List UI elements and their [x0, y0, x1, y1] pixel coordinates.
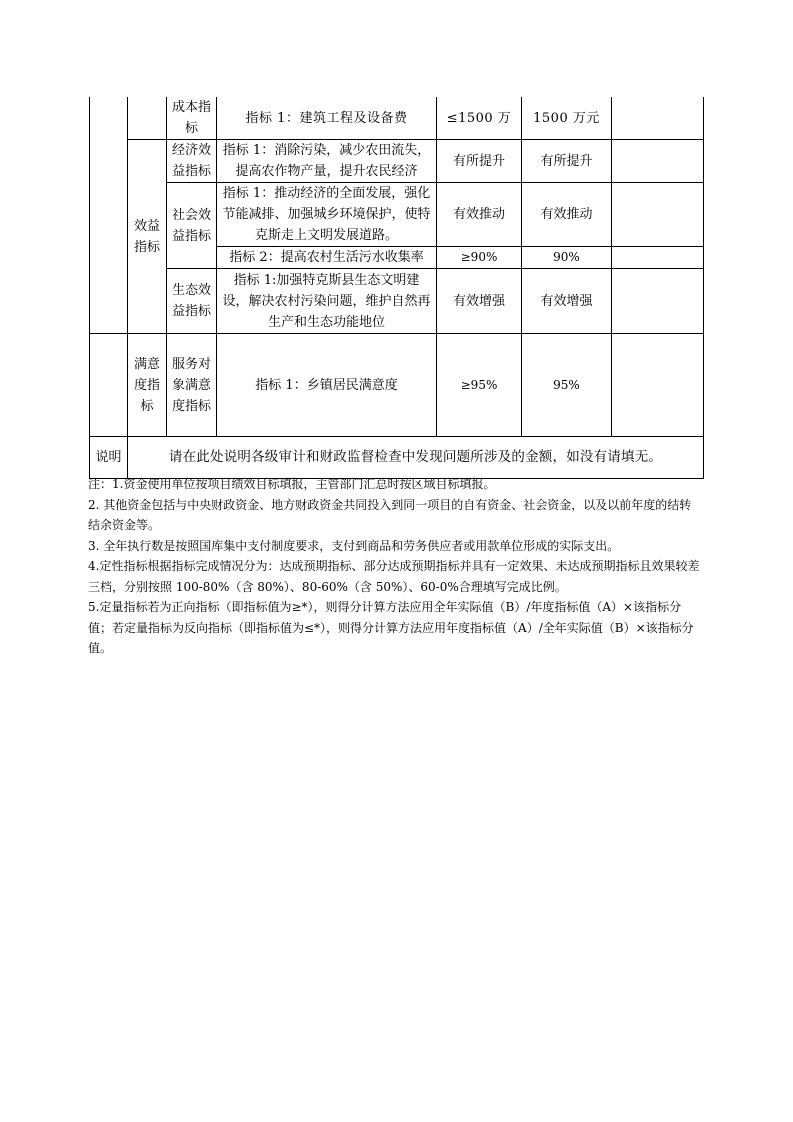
- social-blank-1: [612, 183, 704, 247]
- satisfaction-target: ≥95%: [437, 334, 522, 437]
- note-2: 2. 其他资金包括与中央财政资金、地方财政资金共同投入到同一项目的自有资金、社会资金，以及以前年度的结转结余资金等。: [88, 497, 692, 532]
- outer-column-blank: [90, 97, 128, 334]
- cost-indicator: 指标 1：建筑工程及设备费: [217, 97, 437, 140]
- satisfaction-label: 满意度指标: [128, 334, 167, 437]
- eco-target: 有效增强: [437, 269, 522, 334]
- eco-blank: [612, 269, 704, 334]
- satisfaction-category: 服务对象满意度指标: [167, 334, 217, 437]
- cost-actual: 1500 万元: [522, 97, 612, 140]
- eco-category: 生态效益指标: [167, 269, 217, 334]
- economic-blank: [612, 140, 704, 183]
- category-column-blank: [128, 97, 167, 140]
- remark-text: 请在此处说明各级审计和财政监督检查中发现问题所涉及的金额，如没有请填无。: [128, 437, 704, 479]
- notes-section: [88, 474, 703, 659]
- benefit-label: 效益指标: [128, 140, 167, 334]
- eco-indicator: 指标 1:加强特克斯县生态文明建设，解决农村污染问题，维护自然再生产和生态功能地位: [217, 269, 437, 334]
- social-actual-2: 90%: [522, 247, 612, 269]
- performance-table: [89, 97, 704, 479]
- note-5: 5.定量指标若为正向指标（即指标值为≥*），则得分计算方法应用全年实际值（B）/年度指标值（A）×该指标分值；若定量指标为反向指标（即指标值为≤*），则得分计算方法应用年度指标值（A）/全年实际值（B）×该指标分值。: [88, 600, 694, 655]
- social-indicator-2: 指标 2：提高农村生活污水收集率: [217, 247, 437, 269]
- social-blank-2: [612, 247, 704, 269]
- social-actual-1: 有效推动: [522, 183, 612, 247]
- social-target-2: ≥90%: [437, 247, 522, 269]
- cost-target: ≤1500 万: [437, 97, 522, 140]
- cost-blank: [612, 97, 704, 140]
- outer-column-blank-2: [90, 334, 128, 437]
- remark-label: 说明: [90, 437, 128, 479]
- social-category: 社会效益指标: [167, 183, 217, 269]
- economic-actual: 有所提升: [522, 140, 612, 183]
- satisfaction-blank: [612, 334, 704, 437]
- social-target-1: 有效推动: [437, 183, 522, 247]
- economic-indicator: 指标 1：消除污染，减少农田流失，提高农作物产量，提升农民经济: [217, 140, 437, 183]
- note-3: 3. 全年执行数是按照国库集中支付制度要求，支付到商品和劳务供应者或用款单位形成的实际支出。: [88, 538, 620, 553]
- cost-category: 成本指标: [167, 97, 217, 140]
- satisfaction-indicator: 指标 1：乡镇居民满意度: [217, 334, 437, 437]
- note-1: 注：1.资金使用单位按项目绩效目标填报，主管部门汇总时按区域目标填报。: [88, 477, 496, 491]
- economic-target: 有所提升: [437, 140, 522, 183]
- social-indicator-1: 指标 1：推动经济的全面发展，强化节能减排、加强城乡环境保护，使特克斯走上文明发展道路。: [217, 183, 437, 247]
- eco-actual: 有效增强: [522, 269, 612, 334]
- note-4: 4.定性指标根据指标完成情况分为：达成预期指标、部分达成预期指标并具有一定效果、未达成预期指标且效果较差三档，分别按照 100-80%（含 80%）、80-60%（含 50%）、60-0%合理填写完成比例。: [88, 559, 700, 594]
- satisfaction-actual: 95%: [522, 334, 612, 437]
- economic-category: 经济效益指标: [167, 140, 217, 183]
